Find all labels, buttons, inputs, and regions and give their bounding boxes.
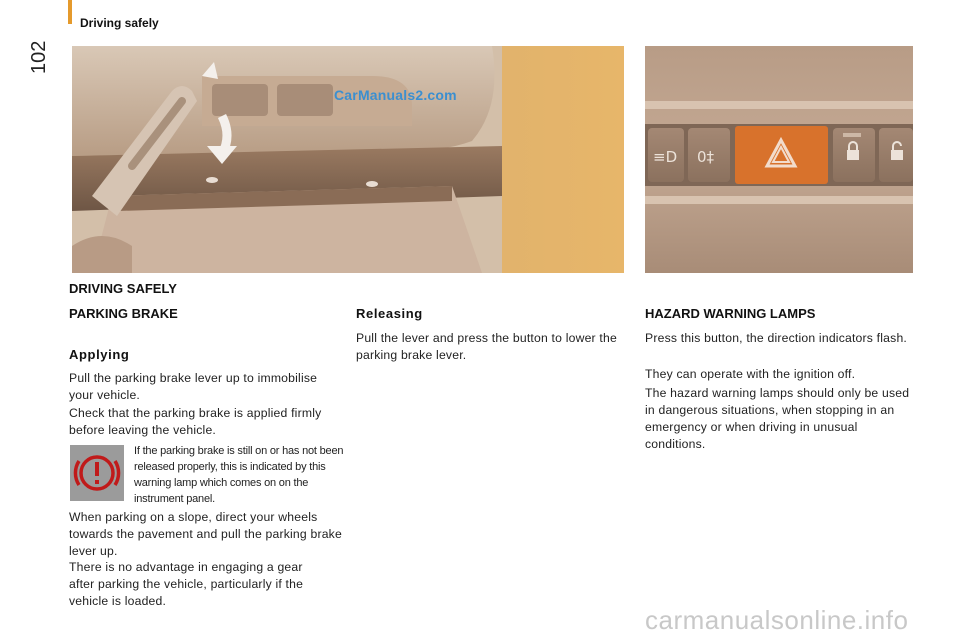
section-title: DRIVING SAFELY [69, 281, 177, 296]
applying-para-3: When parking on a slope, direct your wheels towards the pavement and pull the parking brake lever up. [69, 510, 342, 558]
svg-text:0‡: 0‡ [697, 148, 715, 166]
svg-text:≡D: ≡D [653, 148, 678, 166]
parking-brake-illustration [72, 46, 624, 273]
applying-title: Applying [69, 347, 130, 362]
releasing-title: Releasing [356, 306, 423, 321]
running-header: Driving safely [80, 16, 159, 30]
hazard-para-1: Press this button, the direction indicators flash. [645, 331, 908, 345]
footer-watermark: carmanualsonline.info [645, 605, 909, 635]
parking-brake-title: PARKING BRAKE [69, 306, 178, 321]
page-number: 102 [28, 40, 50, 74]
hazard-para-2: They can operate with the ignition off. [645, 367, 856, 381]
image-watermark: CarManuals2.com [334, 87, 457, 103]
header-accent-bar [68, 0, 72, 24]
applying-para-4: There is no advantage in engaging a gear after parking the vehicle, particularly if the vehicle is loaded. [69, 560, 304, 608]
releasing-para-1: Pull the lever and press the button to lower the parking brake lever. [356, 331, 617, 362]
hazard-switch-illustration [645, 46, 913, 273]
hazard-title: HAZARD WARNING LAMPS [645, 306, 816, 321]
parking-brake-warning-icon [70, 445, 124, 501]
applying-para-1: Pull the parking brake lever up to immobilise your vehicle. [69, 371, 318, 402]
warning-lamp-note: If the parking brake is still on or has not been released properly, this is indicated by this warning lamp which comes on on the instrument panel. [134, 445, 344, 505]
applying-para-2: Check that the parking brake is applied firmly before leaving the vehicle. [69, 406, 322, 437]
hazard-para-3: The hazard warning lamps should only be used in dangerous situations, when stopping in an emergency or when driving in unusual conditions. [645, 386, 910, 451]
